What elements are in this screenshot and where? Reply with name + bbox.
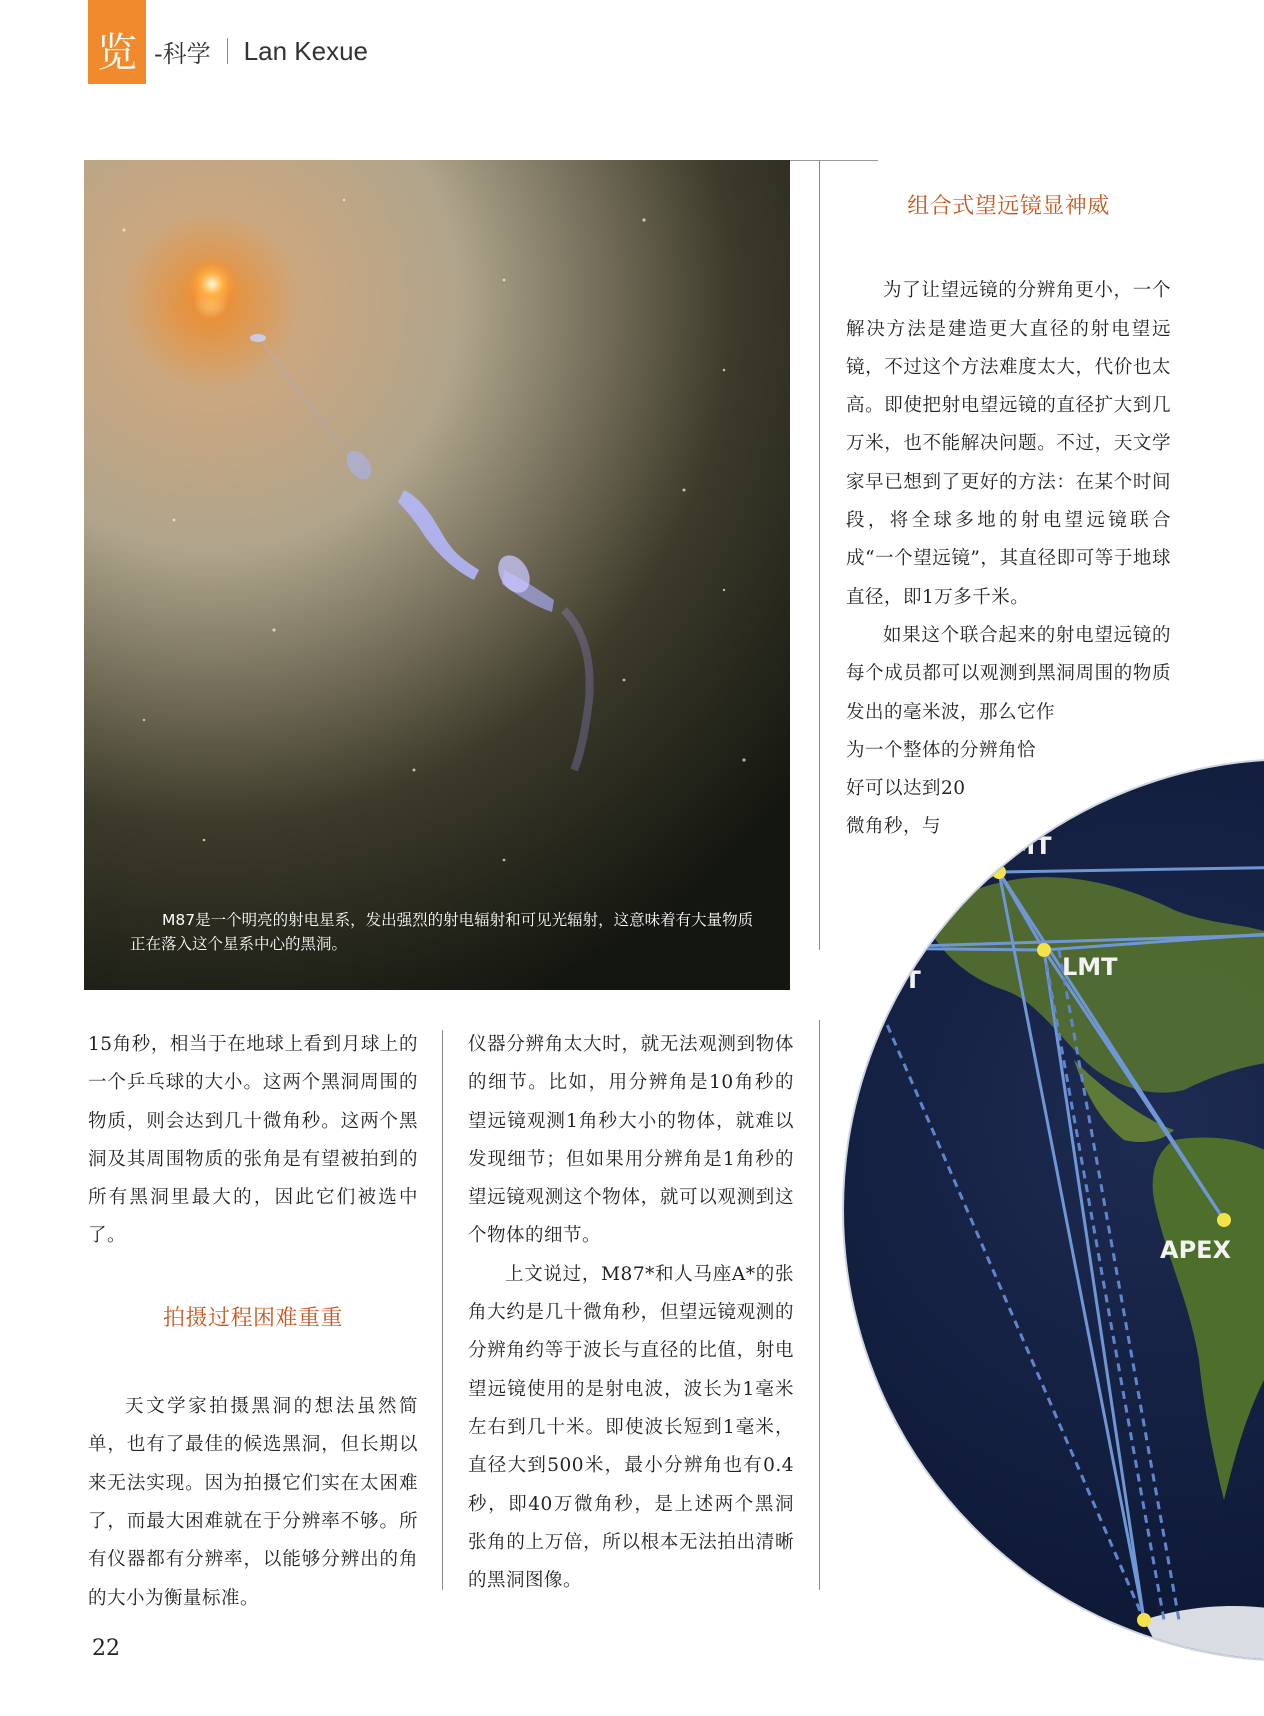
station-label-smt: SMT xyxy=(994,832,1052,860)
station-label-lmt: LMT xyxy=(1062,953,1118,981)
station-label-sma: SMA xyxy=(854,908,914,936)
column-1 xyxy=(88,1026,418,1618)
header-divider xyxy=(227,38,228,64)
col3-paragraph-2-line: 好可以达到20 xyxy=(846,778,966,800)
col3-heading: 组合式望远镜显神威 xyxy=(907,194,1110,219)
station-label-apex: APEX xyxy=(1160,1236,1232,1264)
col2-paragraph-1: 仪器分辨角太大时，就无法观测到物体的细节。比如，用分辨角是10角秒的望远镜观测1角秒大小的物体，就难以发现细节；但如果用分辨角是1角秒的望远镜观测这个物体，就可以观测到这个物体的细节。 xyxy=(468,1034,794,1247)
page-header xyxy=(88,0,368,84)
column-top-rule xyxy=(790,160,878,161)
eht-globe-map xyxy=(842,758,1264,1662)
col3-paragraph-1: 为了让望远镜的分辨角更小，一个解决方法是建造更大直径的射电望远镜，不过这个方法难度太大，代价也太高。即使把射电望远镜的直径扩大到几万米，也不能解决问题。不过，天文学家早已想到了更好的方法：在某个时间段，将全球多地的射电望远镜联合成“一个望远镜”，其直径即可等于地球直径，即1万多千米。 xyxy=(846,280,1171,608)
column-divider-2 xyxy=(819,1020,820,1590)
column-3 xyxy=(846,188,1171,847)
section-logo: 览 xyxy=(88,0,146,84)
photo-caption: M87是一个明亮的射电星系，发出强烈的射电辐射和可见光辐射，这意味着有大量物质正在落入这个星系中心的黑洞。 xyxy=(130,911,754,953)
north-america-land xyxy=(924,877,1264,1093)
col3-paragraph-2-line: 为一个整体的分辨角恰 xyxy=(846,739,1037,761)
column-divider-3 xyxy=(819,160,820,950)
column-2 xyxy=(468,1026,794,1600)
m87-galaxy-photo xyxy=(84,160,790,990)
station-label-jcmt: JCMT xyxy=(854,966,921,994)
col1-paragraph-2: 天文学家拍摄黑洞的想法虽然简单，也有了最佳的候选黑洞，但长期以来无法实现。因为拍摄它们实在太困难了，而最大困难就在于分辨率不够。所有仪器都有分辨率，以能够分辨出的角的大小为衡量标准。 xyxy=(88,1396,418,1609)
section-title: -科学 xyxy=(154,39,211,68)
col2-paragraph-2: 上文说过，M87*和人马座A*的张角大约是几十微角秒，但望远镜观测的分辨角约等于波长与直径的比值，射电望远镜使用的是射电波，波长为1毫米左右到几十米。即使波长短到1毫米，直径大到500米，最小分辨角也有0.4秒，即40万微角秒，是上述两个黑洞张角的上万倍，所以根本无法拍出清晰的黑洞图像。 xyxy=(468,1263,794,1592)
south-america-land xyxy=(1153,1138,1264,1501)
eht-network-graphic xyxy=(844,760,1264,1660)
col1-heading: 拍摄过程困难重重 xyxy=(162,1305,343,1331)
col1-paragraph-1: 15角秒，相当于在地球上看到月球上的一个乒乓球的大小。这两个黑洞周围的物质，则会达到几十微角秒。这两个黑洞及其周围物质的张角是有望被拍到的所有黑洞里最大的，因此它们被选中了。 xyxy=(88,1034,418,1247)
col3-paragraph-2-line: 微角秒，与 xyxy=(846,816,942,838)
galaxy-jet-graphic xyxy=(84,160,790,990)
col3-paragraph-2: 如果这个联合起来的射电望远镜的每个成员都可以观测到黑洞周围的物质发出的毫米波，那么它作 xyxy=(846,624,1171,723)
column-divider-1 xyxy=(442,1030,443,1590)
page-number: 22 xyxy=(92,1636,120,1661)
section-title-en: Lan Kexue xyxy=(243,35,368,66)
